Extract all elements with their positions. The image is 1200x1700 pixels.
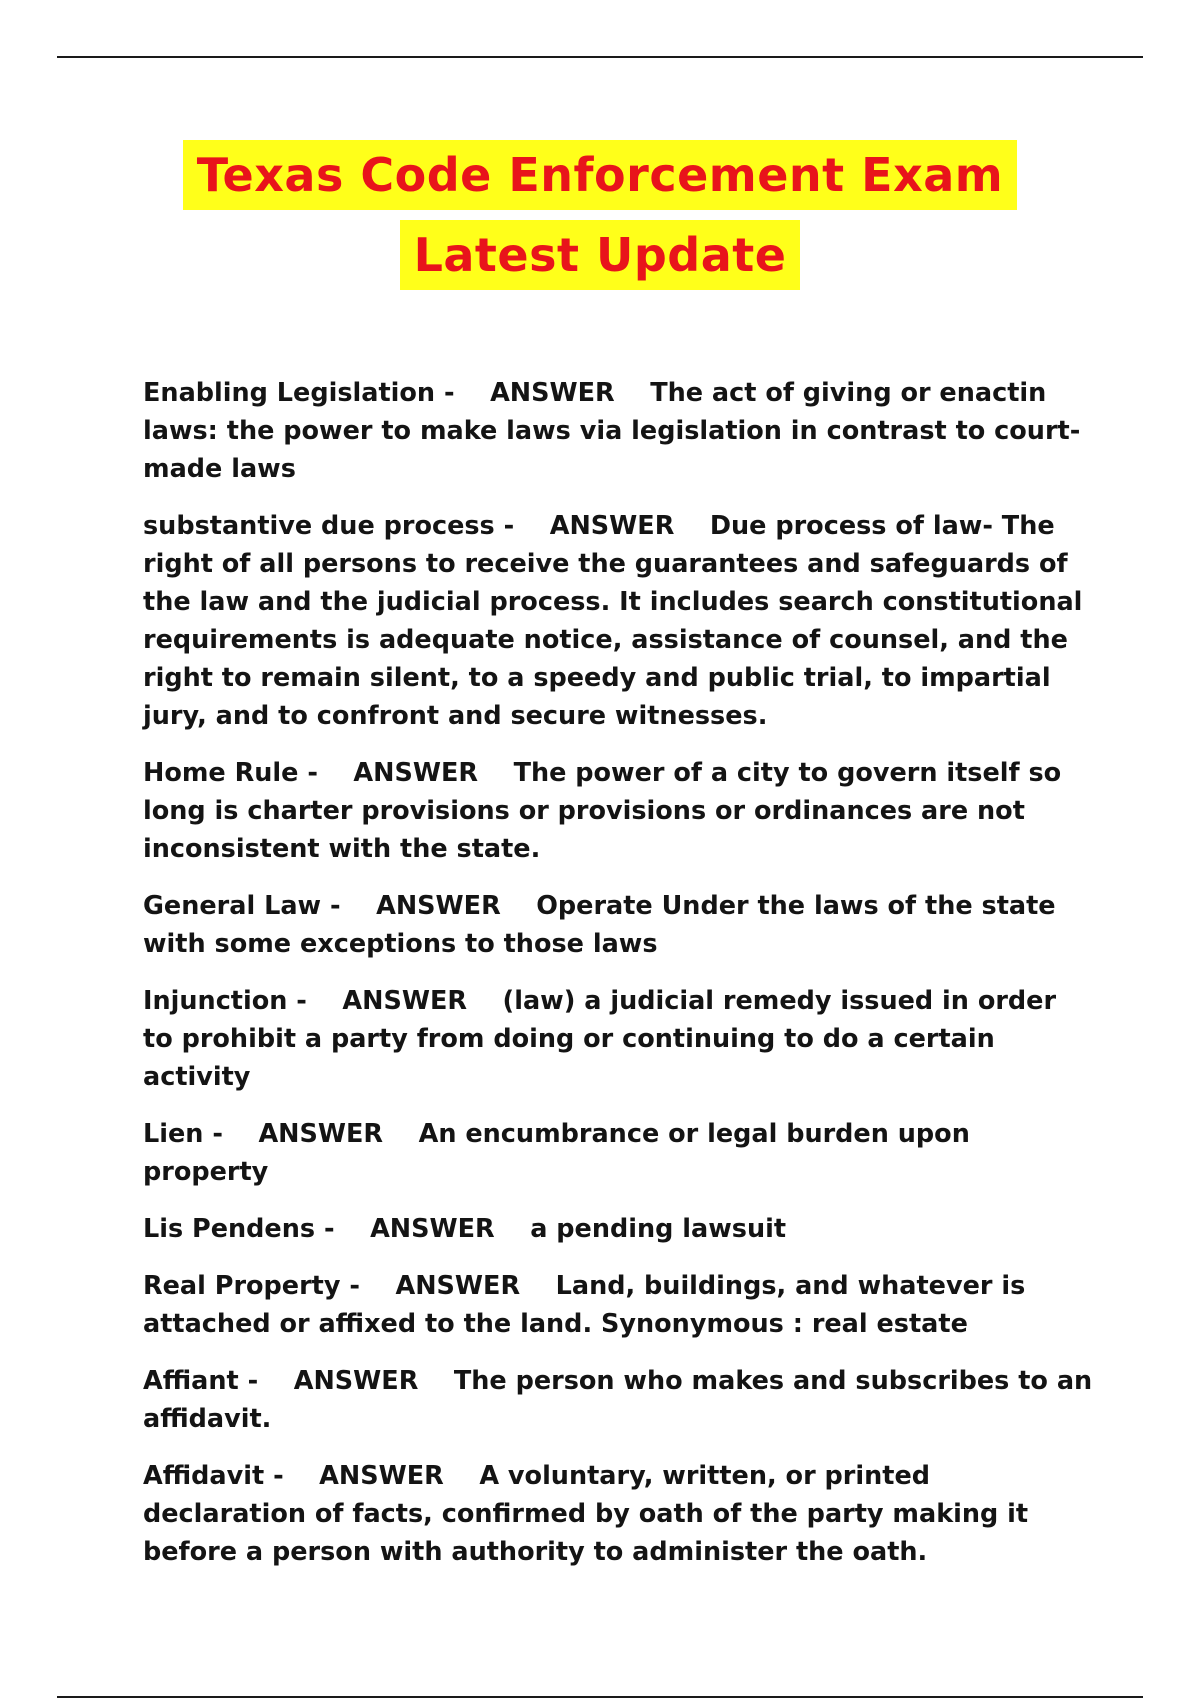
qa-definition: Operate Under the laws of the state with some exceptions to those laws bbox=[143, 891, 1056, 959]
qa-definition: The power of a city to govern itself so long is charter provisions or provisions or ordinances are not inconsistent with the state. bbox=[143, 758, 1062, 864]
qa-entry: Injunction - ANSWER (law) a judicial remedy issued in order to prohibit a party from doing or continuing to do a certain activity bbox=[143, 986, 1057, 1092]
answer-label: ANSWER bbox=[376, 891, 501, 921]
answer-label: ANSWER bbox=[549, 511, 675, 541]
qa-definition: The person who makes and subscribes to an affidavit. bbox=[143, 1366, 1093, 1434]
answer-label: ANSWER bbox=[319, 1461, 444, 1491]
qa-definition: Land, buildings, and whatever is attached or affixed to the land. Synonymous : real estate bbox=[143, 1271, 1026, 1339]
qa-entry: substantive due process - ANSWER Due process of law- The right of all persons to receive the guarantees and safeguards of the law and the judicial process. It includes search constitutional requirements is adequate notice, assistance of counsel, and the right to remain silent, to a speedy and public trial, to impartial jury, and to confront and secure witnesses. bbox=[143, 511, 1083, 731]
qa-term: substantive due process bbox=[143, 511, 495, 541]
qa-term: Enabling Legislation bbox=[143, 378, 436, 408]
qa-term: Affiant bbox=[143, 1366, 239, 1396]
qa-term: Affidavit bbox=[143, 1461, 265, 1491]
qa-entry: General Law - ANSWER Operate Under the laws of the state with some exceptions to those laws bbox=[143, 891, 1056, 959]
qa-term: Lien bbox=[143, 1119, 204, 1149]
qa-definition: The act of giving or enactin laws: the power to make laws via legislation in contrast to court-made laws bbox=[143, 378, 1081, 484]
qa-term: General Law bbox=[143, 891, 322, 921]
answer-label: ANSWER bbox=[258, 1119, 384, 1149]
answer-label: ANSWER bbox=[342, 986, 468, 1016]
qa-entry: Enabling Legislation - ANSWER The act of giving or enactin laws: the power to make laws via legislation in contrast to court-made laws bbox=[143, 378, 1081, 484]
answer-label: ANSWER bbox=[293, 1366, 419, 1396]
answer-label: ANSWER bbox=[395, 1271, 521, 1301]
qa-entry: Lien - ANSWER An encumbrance or legal burden upon property bbox=[143, 1119, 970, 1187]
title-line-2: Latest Update bbox=[400, 220, 801, 290]
qa-list bbox=[143, 374, 1093, 1590]
qa-entry: Affiant - ANSWER The person who makes and subscribes to an affidavit. bbox=[143, 1366, 1093, 1434]
answer-label: ANSWER bbox=[370, 1214, 495, 1244]
qa-entry: Real Property - ANSWER Land, buildings, and whatever is attached or affixed to the land. Synonymous : real estate bbox=[143, 1271, 1026, 1339]
qa-definition: (law) a judicial remedy issued in order to prohibit a party from doing or continuing to do a certain activity bbox=[143, 986, 1057, 1092]
qa-entry: Lis Pendens - ANSWER a pending lawsuit bbox=[143, 1214, 787, 1244]
bottom-rule bbox=[57, 1696, 1143, 1698]
qa-term: Injunction bbox=[143, 986, 288, 1016]
answer-label: ANSWER bbox=[490, 378, 615, 408]
qa-definition: a pending lawsuit bbox=[530, 1214, 787, 1244]
top-rule bbox=[57, 56, 1143, 58]
title-line-1: Texas Code Enforcement Exam bbox=[183, 140, 1017, 210]
qa-definition: An encumbrance or legal burden upon property bbox=[143, 1119, 970, 1187]
qa-term: Home Rule bbox=[143, 758, 299, 788]
qa-term: Lis Pendens bbox=[143, 1214, 316, 1244]
qa-definition: A voluntary, written, or printed declaration of facts, confirmed by oath of the party making it before a person with authority to administer the oath. bbox=[143, 1461, 1029, 1567]
qa-entry: Home Rule - ANSWER The power of a city to govern itself so long is charter provisions or provisions or ordinances are not inconsistent with the state. bbox=[143, 758, 1062, 864]
answer-label: ANSWER bbox=[353, 758, 479, 788]
qa-term: Real Property bbox=[143, 1271, 341, 1301]
qa-entry: Affidavit - ANSWER A voluntary, written, or printed declaration of facts, confirmed by oath of the party making it before a person with authority to administer the oath. bbox=[143, 1461, 1029, 1567]
qa-definition: Due process of law- The right of all persons to receive the guarantees and safeguards of the law and the judicial process. It includes search constitutional requirements is adequate notice, assistance of counsel, and the right to remain silent, to a speedy and public trial, to impartial jury, and to confront and secure witnesses. bbox=[143, 511, 1083, 731]
document-title bbox=[0, 140, 1200, 290]
